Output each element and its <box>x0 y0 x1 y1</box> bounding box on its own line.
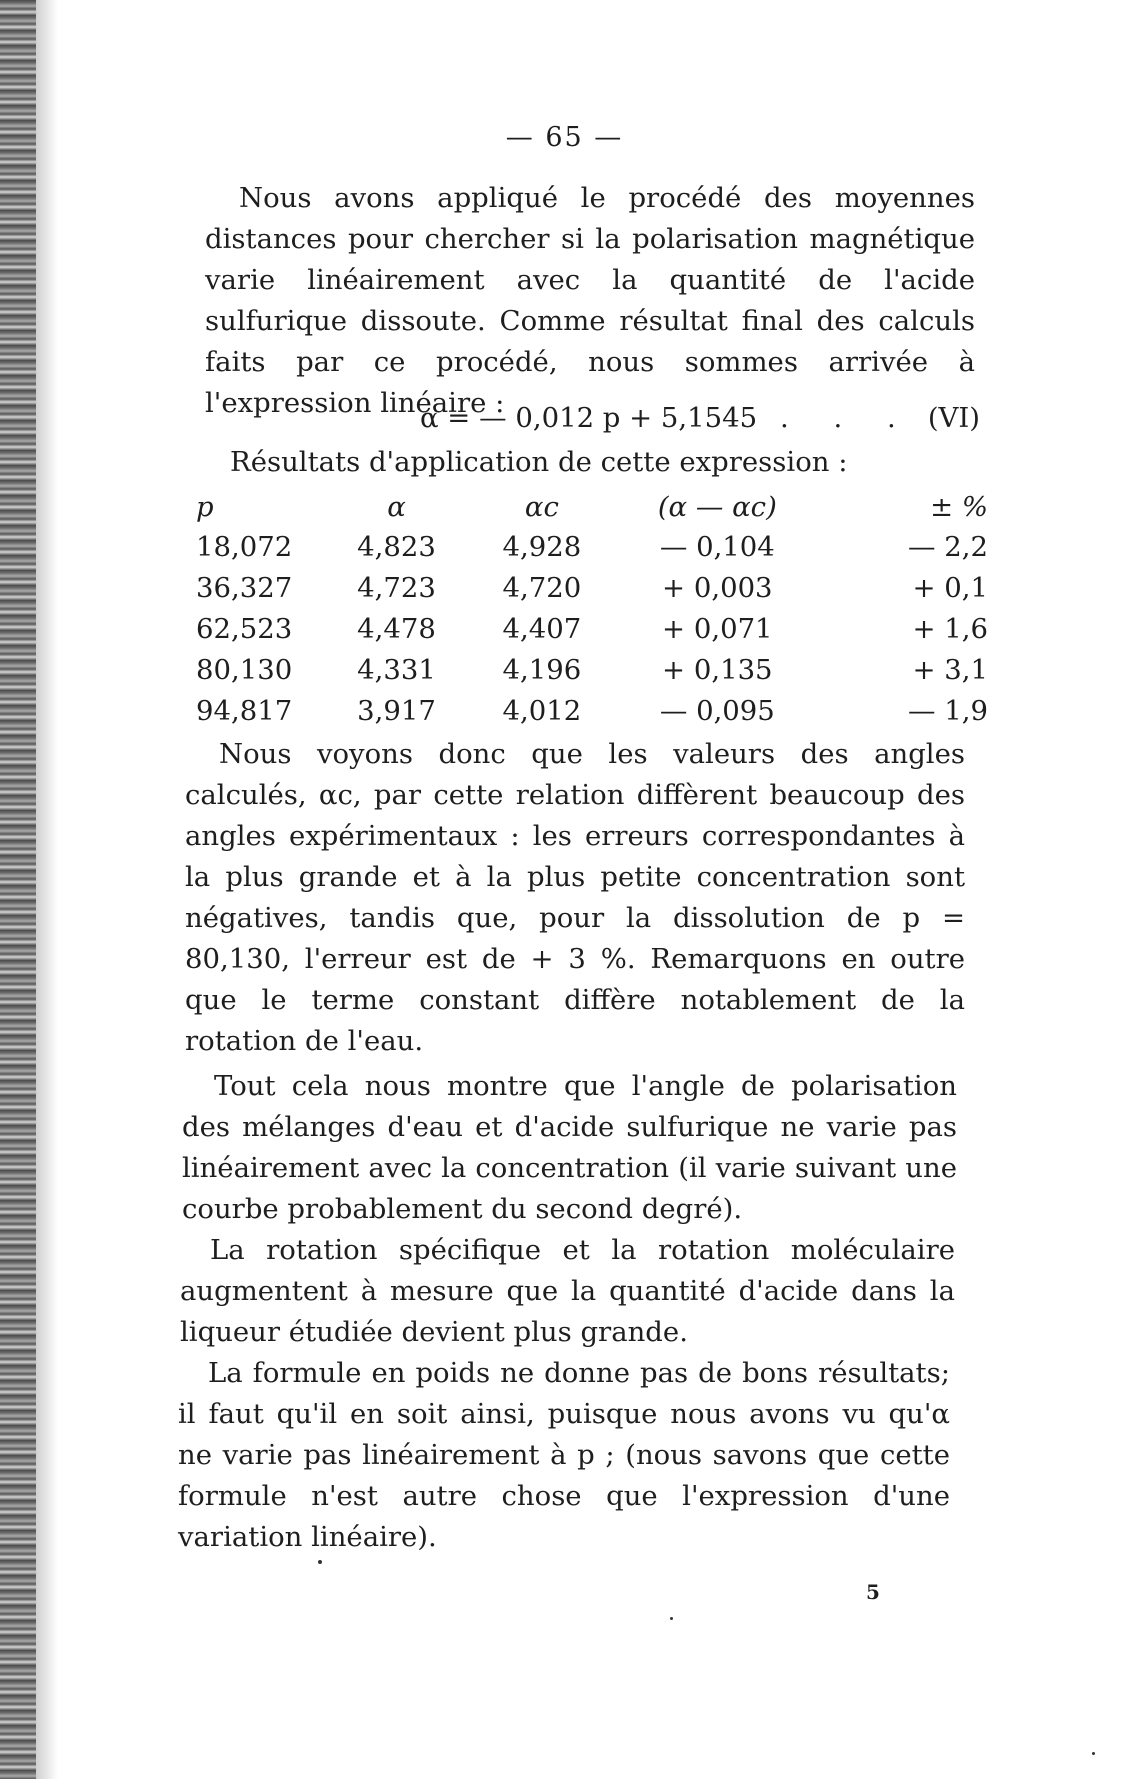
cell-alpha: 4,478 <box>357 612 436 645</box>
formula-tag: (VI) <box>927 402 980 434</box>
ink-speck <box>670 1617 673 1620</box>
body-paragraph: La rotation spécifique et la rotation moléculaire augmentent à mesure que la quantité d'acide dans la liqueur étudiée devient plus grande. <box>180 1234 955 1348</box>
cell-percent: + 0,1 <box>912 571 988 604</box>
cell-p: 18,072 <box>196 530 293 563</box>
table-row <box>188 567 988 608</box>
table-row <box>188 526 988 567</box>
header-difference: (α — αc) <box>657 491 777 523</box>
cell-percent: — 1,9 <box>908 694 988 727</box>
cell-p: 62,523 <box>196 612 293 645</box>
cell-alpha-c: 4,928 <box>502 530 582 563</box>
header-alpha-c: αc <box>524 491 559 523</box>
cell-difference: — 0,095 <box>659 694 775 727</box>
linear-formula <box>420 402 980 442</box>
body-paragraph: Nous voyons donc que les valeurs des angles calculés, αc, par cette relation diffèrent beaucoup des angles expérimentaux : les erreurs correspondantes à la plus grande et à la plus petite concentration sont négatives, tandis que, pour la dissolution de p = 80,130, l'erreur est de + 3 %. Remarquons en outre que le terme constant diffère notablement de la rotation de l'eau. <box>185 738 965 1057</box>
header-percent: ± % <box>930 491 988 523</box>
results-table <box>188 488 988 731</box>
table-row <box>188 690 988 731</box>
cell-alpha: 4,823 <box>357 530 436 563</box>
formula-dots: . . . <box>780 402 914 434</box>
cell-alpha: 3,917 <box>357 694 436 727</box>
table-header-row <box>188 488 988 526</box>
cell-alpha-c: 4,196 <box>502 653 582 686</box>
ink-speck <box>1092 1752 1095 1755</box>
cell-difference: + 0,135 <box>662 653 773 686</box>
page-binding-edge <box>0 0 36 1779</box>
cell-alpha: 4,723 <box>357 571 436 604</box>
header-p: p <box>196 491 214 523</box>
intro-paragraph: Nous avons appliqué le procédé des moyennes distances pour chercher si la polarisation magnétique varie linéairement avec la quantité de l'acide sulfurique dissoute. Comme résultat final des calculs faits par ce procédé, nous sommes arrivée à l'expression linéaire : <box>205 182 975 419</box>
signature-mark: 5 <box>866 1580 880 1604</box>
header-alpha: α <box>387 491 406 523</box>
cell-percent: + 1,6 <box>912 612 988 645</box>
table-intro: Résultats d'application de cette expression : <box>230 446 848 478</box>
cell-p: 80,130 <box>196 653 293 686</box>
cell-difference: + 0,071 <box>662 612 773 645</box>
cell-alpha-c: 4,720 <box>502 571 582 604</box>
cell-alpha: 4,331 <box>357 653 436 686</box>
cell-alpha-c: 4,012 <box>502 694 582 727</box>
ink-speck <box>318 1560 322 1564</box>
page-binding-shadow <box>36 0 58 1779</box>
table-row <box>188 608 988 649</box>
body-paragraph: La formule en poids ne donne pas de bons résultats; il faut qu'il en soit ainsi, puisque nous avons vu qu'α ne varie pas linéairement à p ; (nous savons que cette formule n'est autre chose que l'expression d'une variation linéaire). <box>178 1357 950 1553</box>
table-row <box>188 649 988 690</box>
cell-difference: + 0,003 <box>662 571 773 604</box>
cell-percent: — 2,2 <box>908 530 988 563</box>
cell-alpha-c: 4,407 <box>502 612 582 645</box>
formula-expression: α = — 0,012 p + 5,1545 <box>420 402 758 434</box>
cell-percent: + 3,1 <box>912 653 988 686</box>
page-number: — 65 — <box>505 122 624 153</box>
body-paragraph: Tout cela nous montre que l'angle de polarisation des mélanges d'eau et d'acide sulfurique ne varie pas linéairement avec la concentration (il varie suivant une courbe probablement du second degré). <box>182 1070 957 1225</box>
cell-p: 36,327 <box>196 571 293 604</box>
cell-difference: — 0,104 <box>659 530 775 563</box>
cell-p: 94,817 <box>196 694 293 727</box>
